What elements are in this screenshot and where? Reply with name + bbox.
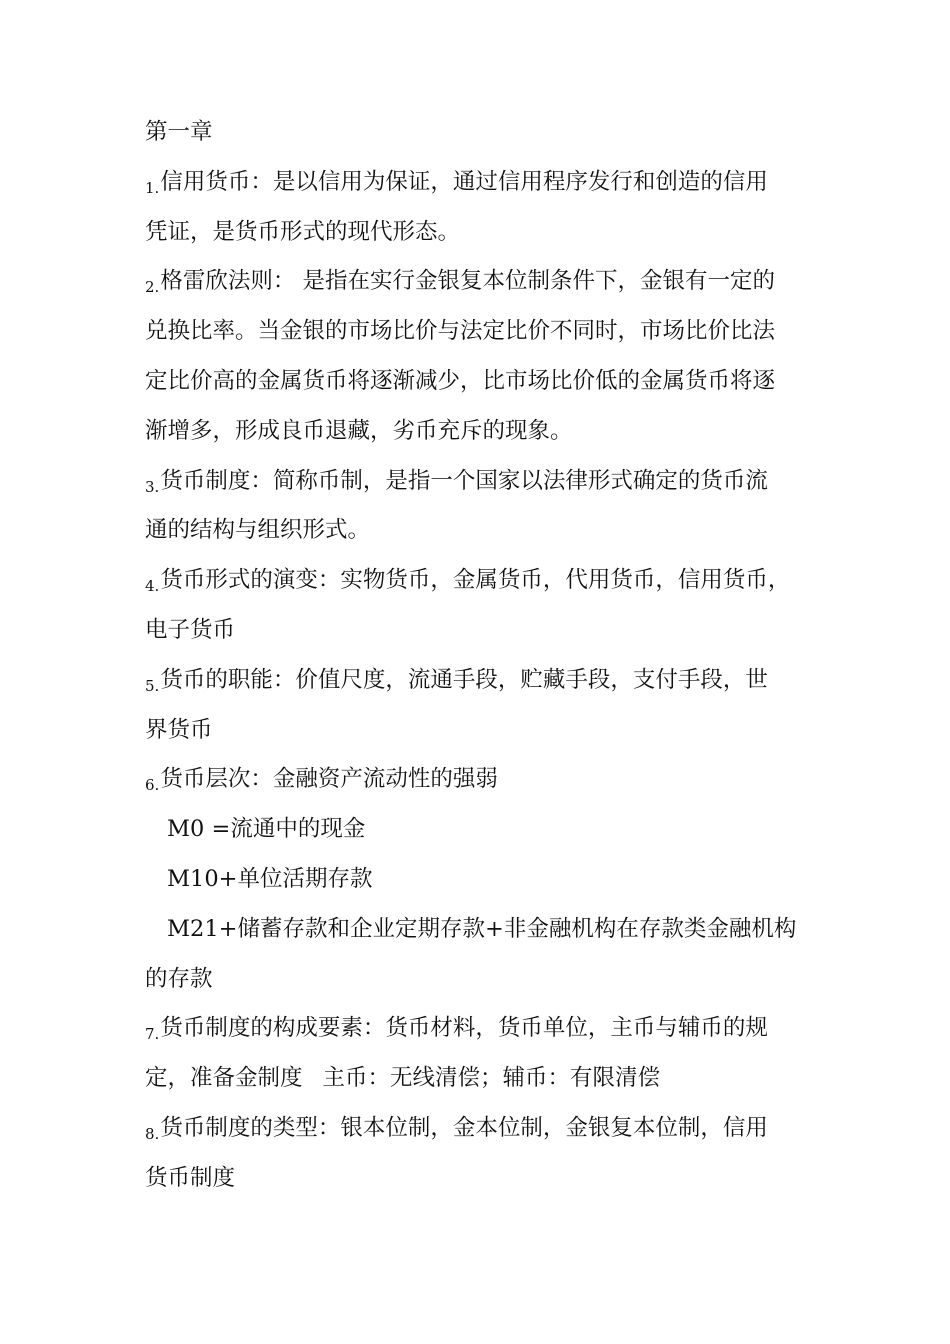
item-text: 定，准备金制度: [145, 1065, 303, 1092]
item-text: 货币制度的构成要素：货币材料，货币单位，主币与辅币的规: [160, 1015, 768, 1042]
money-level-m2: M21+储蓄存款和企业定期存款+非金融机构在存款类金融机构: [167, 915, 797, 942]
item-text: 货币的职能：价值尺度，流通手段，贮藏手段，支付手段，世: [160, 666, 768, 693]
list-item: [145, 1004, 810, 1104]
item-text: 渐增多，形成良币退藏，劣币充斥的现象。: [145, 417, 573, 444]
item-number: 6.: [145, 776, 160, 795]
money-level-m1: M10+单位活期存款: [167, 865, 373, 892]
money-level-m0: M0 =流通中的现金: [167, 816, 366, 843]
item-text: 货币制度：简称币制，是指一个国家以法律形式确定的货币流: [160, 467, 768, 494]
item-text: 格雷欣法则： 是指在实行金银复本位制条件下，金银有一定的: [160, 268, 775, 295]
item-number: 7.: [145, 1025, 160, 1044]
item-number: 5.: [145, 676, 160, 695]
item-text: 主币：无线清偿；辅币：有限清偿: [322, 1065, 661, 1092]
item-text: 信用货币：是以信用为保证，通过信用程序发行和创造的信用: [160, 168, 768, 195]
item-number: 2.: [145, 278, 160, 297]
item-text: 货币制度: [145, 1164, 236, 1191]
chapter-title: 第一章: [145, 119, 213, 145]
item-text: 电子货币: [145, 616, 236, 643]
item-text: 界货币: [145, 716, 213, 743]
item-text: 货币形式的演变：实物货币，金属货币，代用货币，信用货币，: [160, 567, 791, 594]
item-number: 3.: [145, 477, 160, 496]
item-text: 的存款: [145, 965, 213, 992]
list-item: [145, 1104, 810, 1204]
item-text: 定比价高的金属货币将逐渐减少，比市场比价低的金属货币将逐: [145, 367, 776, 394]
item-number: 8.: [145, 1124, 160, 1143]
list-item: [145, 457, 810, 557]
list-item: [145, 556, 810, 656]
list-item: [145, 656, 810, 756]
item-text: 凭证，是货币形式的现代形态。: [145, 218, 461, 245]
item-text: 通的结构与组织形式。: [145, 517, 371, 544]
item-text: 货币层次：金融资产流动性的强弱: [160, 766, 498, 793]
list-item: [145, 257, 810, 456]
document-page: [145, 108, 810, 1204]
list-item: [145, 158, 810, 258]
list-item: [145, 755, 810, 1004]
item-text: 兑换比率。当金银的市场比价与法定比价不同时，市场比价比法: [145, 318, 776, 345]
item-text: 货币制度的类型：银本位制，金本位制，金银复本位制，信用: [160, 1114, 768, 1141]
item-number: 4.: [145, 577, 160, 596]
item-number: 1.: [145, 178, 160, 197]
